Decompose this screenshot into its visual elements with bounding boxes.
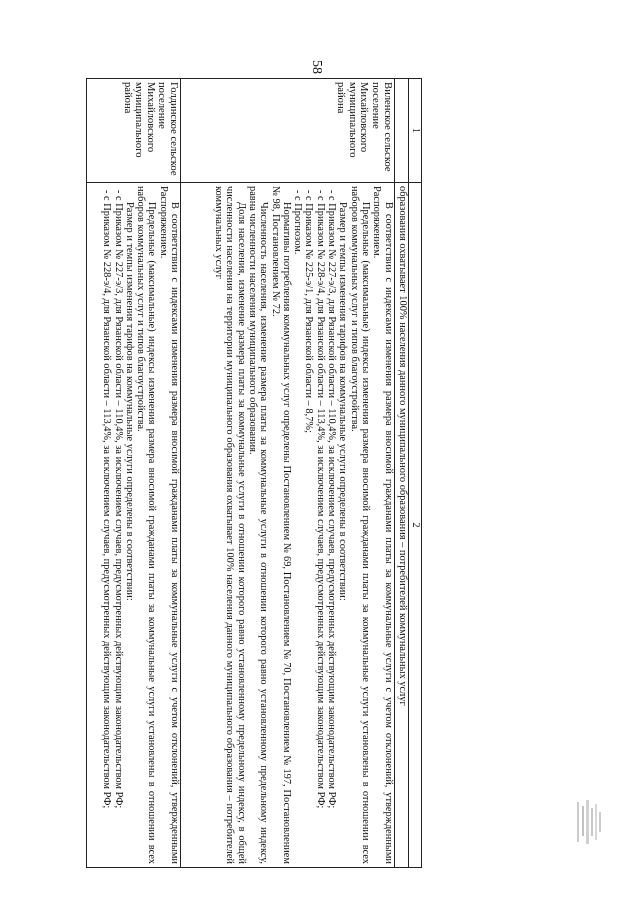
continuation-text: образования охватывает 100% населения данного муниципального образования – потребителей коммунальных услуг xyxy=(394,183,408,868)
paragraph: В соответствии с индексами изменения размера вносимой гражданами платы за коммунальные услуги с учетом отклонений, утвержденными Распоряжением. xyxy=(371,186,394,864)
table-row xyxy=(181,79,394,868)
paragraph: - с Приказом № 228-э/4, для Рязанской области – 113,4%, за исключением случаев, предусмотренных действующим законодательством РФ; xyxy=(314,190,326,809)
column-header-1: 1 xyxy=(409,79,422,183)
column-header-2: 2 xyxy=(409,183,422,868)
paragraph: - с Приказом № 228-э/4, для Рязанской области – 113,4%, за исключением случаев, предусмотренных действующим законодательством РФ; xyxy=(101,190,113,809)
table-row xyxy=(87,79,181,868)
paragraph: - с Приказом № 227-э/3, для Рязанской области – 110,4%, за исключением случаев, предусмотренных действующим законодательством РФ; xyxy=(326,190,338,809)
paragraph: Численность населения, изменение размера платы за коммунальные услуги в отношении которого равно установленному предельному индексу, равна численности населения муниципального образования. xyxy=(247,186,270,864)
paragraph: Предельные (максимальные) индексы изменения размера вносимой гражданами платы за коммунальные услуги установлены в отношении всех наборов коммунальных услуг и типов благоустройства. xyxy=(135,186,158,864)
document-footer-stamp xyxy=(580,600,596,830)
paragraph: Нормативы потребления коммунальных услуг определены Постановлением № 69, Постановлением № 70, Постановлением № 197, Постановлением № 98, Постановлением № 72. xyxy=(269,186,292,864)
paragraph: - с Приказом № 225-э/1, для Рязанской области – 8,7%; xyxy=(303,190,315,433)
paragraph: Доля населения, изменение размера платы за коммунальные услуги в отношении которого равно установленному предельному индексу, в общей численности населения на территории муниципального образования охватывает 100% населения данного муниципального образования – потребителей коммунальных услуг xyxy=(213,186,247,864)
paragraph: Предельные (максимальные) индексы изменения размера вносимой гражданами платы за коммунальные услуги установлены в отношении всех наборов коммунальных услуг и типов благоустройства. xyxy=(348,186,371,864)
region-description xyxy=(181,183,394,868)
document-table xyxy=(86,78,422,868)
page-number: 58 xyxy=(309,60,324,74)
paragraph: В соответствии с индексами изменения размера вносимой гражданами платы за коммунальные услуги с учетом отклонений, утвержденными Распоряжением. xyxy=(157,186,181,864)
continuation-region-cell xyxy=(394,79,408,183)
rotated-table-area xyxy=(86,78,422,868)
paragraph: - с Приказом № 227-э/3, для Рязанской области – 110,4%, за исключением случаев, предусмотренных действующим законодательством РФ; xyxy=(112,190,124,809)
region-name: Виленское сельское поселение Михайловского муниципального района xyxy=(181,79,394,183)
paragraph: - с Прогнозом. xyxy=(292,190,304,255)
region-name: Голдинское сельское поселение Михайловского муниципального района xyxy=(87,79,181,183)
region-description xyxy=(87,183,181,868)
signature-stamp-icon xyxy=(573,798,603,846)
paragraph: Размер и темпы изменения тарифов на коммунальные услуги определены в соответствии: xyxy=(123,202,135,601)
paragraph: Размер и темпы изменения тарифов на коммунальные услуги определены в соответствии: xyxy=(337,202,349,601)
